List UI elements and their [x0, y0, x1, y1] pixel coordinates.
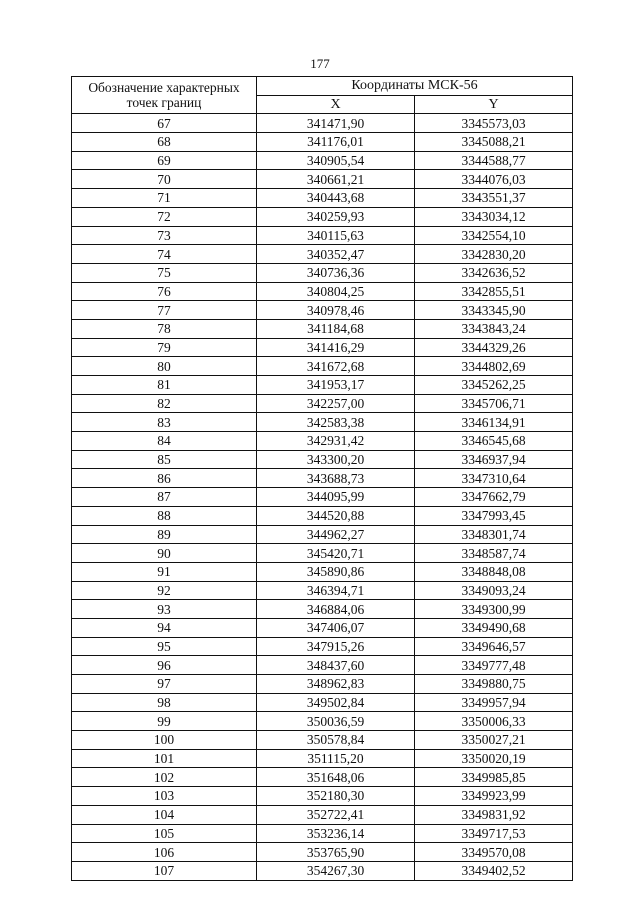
table-row [72, 338, 573, 357]
point-number-cell: 94 [72, 618, 257, 637]
point-number-cell: 90 [72, 544, 257, 563]
point-number-cell: 80 [72, 357, 257, 376]
table-row [72, 824, 573, 843]
point-number-cell: 105 [72, 824, 257, 843]
table-row [72, 768, 573, 787]
x-coordinate-cell: 346884,06 [257, 600, 415, 619]
point-number-cell: 91 [72, 562, 257, 581]
table-row [72, 226, 573, 245]
y-coordinate-cell: 3349957,94 [415, 693, 573, 712]
coordinates-table [71, 76, 573, 881]
x-coordinate-cell: 353236,14 [257, 824, 415, 843]
y-coordinate-cell: 3349570,08 [415, 843, 573, 862]
y-coordinate-cell: 3348848,08 [415, 562, 573, 581]
y-coordinate-cell: 3349300,99 [415, 600, 573, 619]
header-x: X [257, 95, 415, 114]
point-number-cell: 97 [72, 675, 257, 694]
x-coordinate-cell: 341184,68 [257, 319, 415, 338]
point-number-cell: 78 [72, 319, 257, 338]
y-coordinate-cell: 3344076,03 [415, 170, 573, 189]
y-coordinate-cell: 3350020,19 [415, 749, 573, 768]
table-row [72, 282, 573, 301]
y-coordinate-cell: 3343345,90 [415, 301, 573, 320]
y-coordinate-cell: 3349093,24 [415, 581, 573, 600]
table-row [72, 319, 573, 338]
header-y: Y [415, 95, 573, 114]
x-coordinate-cell: 341416,29 [257, 338, 415, 357]
table-row [72, 544, 573, 563]
x-coordinate-cell: 345890,86 [257, 562, 415, 581]
point-number-cell: 84 [72, 432, 257, 451]
y-coordinate-cell: 3350006,33 [415, 712, 573, 731]
point-number-cell: 106 [72, 843, 257, 862]
x-coordinate-cell: 353765,90 [257, 843, 415, 862]
y-coordinate-cell: 3349646,57 [415, 637, 573, 656]
table-row [72, 787, 573, 806]
point-number-cell: 69 [72, 151, 257, 170]
y-coordinate-cell: 3345573,03 [415, 114, 573, 133]
table-row [72, 376, 573, 395]
y-coordinate-cell: 3342554,10 [415, 226, 573, 245]
y-coordinate-cell: 3348301,74 [415, 525, 573, 544]
point-number-cell: 88 [72, 506, 257, 525]
point-number-cell: 77 [72, 301, 257, 320]
x-coordinate-cell: 340736,36 [257, 263, 415, 282]
point-number-cell: 89 [72, 525, 257, 544]
table-row [72, 637, 573, 656]
point-number-cell: 79 [72, 338, 257, 357]
point-number-cell: 71 [72, 189, 257, 208]
x-coordinate-cell: 341672,68 [257, 357, 415, 376]
y-coordinate-cell: 3349923,99 [415, 787, 573, 806]
y-coordinate-cell: 3346545,68 [415, 432, 573, 451]
point-number-cell: 107 [72, 861, 257, 880]
x-coordinate-cell: 348437,60 [257, 656, 415, 675]
table-row [72, 843, 573, 862]
y-coordinate-cell: 3349777,48 [415, 656, 573, 675]
table-body [72, 114, 573, 880]
x-coordinate-cell: 344095,99 [257, 488, 415, 507]
point-number-cell: 87 [72, 488, 257, 507]
y-coordinate-cell: 3344329,26 [415, 338, 573, 357]
y-coordinate-cell: 3343551,37 [415, 189, 573, 208]
table-row [72, 712, 573, 731]
header-coordinates-group: Координаты МСК-56 [257, 77, 573, 96]
x-coordinate-cell: 348962,83 [257, 675, 415, 694]
point-number-cell: 73 [72, 226, 257, 245]
x-coordinate-cell: 352722,41 [257, 805, 415, 824]
table-row [72, 189, 573, 208]
point-number-cell: 82 [72, 394, 257, 413]
y-coordinate-cell: 3350027,21 [415, 731, 573, 750]
y-coordinate-cell: 3349717,53 [415, 824, 573, 843]
table-row [72, 618, 573, 637]
table-row [72, 151, 573, 170]
table-row [72, 749, 573, 768]
x-coordinate-cell: 346394,71 [257, 581, 415, 600]
table-row [72, 600, 573, 619]
table-row [72, 394, 573, 413]
table-row [72, 581, 573, 600]
x-coordinate-cell: 351115,20 [257, 749, 415, 768]
table-row [72, 450, 573, 469]
table-row [72, 562, 573, 581]
x-coordinate-cell: 350578,84 [257, 731, 415, 750]
y-coordinate-cell: 3342830,20 [415, 245, 573, 264]
table-row [72, 469, 573, 488]
point-number-cell: 92 [72, 581, 257, 600]
table-row [72, 170, 573, 189]
x-coordinate-cell: 340115,63 [257, 226, 415, 245]
point-number-cell: 104 [72, 805, 257, 824]
x-coordinate-cell: 343688,73 [257, 469, 415, 488]
y-coordinate-cell: 3342636,52 [415, 263, 573, 282]
table-row [72, 805, 573, 824]
table-row [72, 207, 573, 226]
table-row [72, 245, 573, 264]
point-number-cell: 70 [72, 170, 257, 189]
point-number-cell: 74 [72, 245, 257, 264]
x-coordinate-cell: 347915,26 [257, 637, 415, 656]
point-number-cell: 93 [72, 600, 257, 619]
y-coordinate-cell: 3349880,75 [415, 675, 573, 694]
x-coordinate-cell: 340978,46 [257, 301, 415, 320]
x-coordinate-cell: 344520,88 [257, 506, 415, 525]
x-coordinate-cell: 350036,59 [257, 712, 415, 731]
x-coordinate-cell: 341471,90 [257, 114, 415, 133]
y-coordinate-cell: 3343843,24 [415, 319, 573, 338]
point-number-cell: 68 [72, 133, 257, 152]
point-number-cell: 99 [72, 712, 257, 731]
point-number-cell: 100 [72, 731, 257, 750]
page-number: 177 [310, 56, 330, 71]
table-row [72, 861, 573, 880]
point-number-cell: 83 [72, 413, 257, 432]
x-coordinate-cell: 349502,84 [257, 693, 415, 712]
point-number-cell: 75 [72, 263, 257, 282]
y-coordinate-cell: 3344588,77 [415, 151, 573, 170]
y-coordinate-cell: 3349831,92 [415, 805, 573, 824]
y-coordinate-cell: 3345262,25 [415, 376, 573, 395]
table-row [72, 114, 573, 133]
x-coordinate-cell: 340804,25 [257, 282, 415, 301]
y-coordinate-cell: 3347662,79 [415, 488, 573, 507]
x-coordinate-cell: 340352,47 [257, 245, 415, 264]
point-number-cell: 76 [72, 282, 257, 301]
x-coordinate-cell: 345420,71 [257, 544, 415, 563]
x-coordinate-cell: 347406,07 [257, 618, 415, 637]
x-coordinate-cell: 340259,93 [257, 207, 415, 226]
x-coordinate-cell: 354267,30 [257, 861, 415, 880]
x-coordinate-cell: 340443,68 [257, 189, 415, 208]
point-number-cell: 85 [72, 450, 257, 469]
table-row [72, 693, 573, 712]
point-number-cell: 81 [72, 376, 257, 395]
table-row [72, 675, 573, 694]
point-number-cell: 103 [72, 787, 257, 806]
y-coordinate-cell: 3343034,12 [415, 207, 573, 226]
table-row [72, 488, 573, 507]
point-number-cell: 95 [72, 637, 257, 656]
y-coordinate-cell: 3348587,74 [415, 544, 573, 563]
x-coordinate-cell: 351648,06 [257, 768, 415, 787]
table-row [72, 133, 573, 152]
table-row [72, 656, 573, 675]
point-number-cell: 86 [72, 469, 257, 488]
table-row [72, 357, 573, 376]
table-row [72, 263, 573, 282]
x-coordinate-cell: 343300,20 [257, 450, 415, 469]
table-row [72, 413, 573, 432]
table-row [72, 432, 573, 451]
y-coordinate-cell: 3345088,21 [415, 133, 573, 152]
header-point-label: Обозначение характерных точек границ [72, 77, 257, 114]
x-coordinate-cell: 341953,17 [257, 376, 415, 395]
y-coordinate-cell: 3349402,52 [415, 861, 573, 880]
x-coordinate-cell: 340661,21 [257, 170, 415, 189]
x-coordinate-cell: 342257,00 [257, 394, 415, 413]
y-coordinate-cell: 3349490,68 [415, 618, 573, 637]
y-coordinate-cell: 3346937,94 [415, 450, 573, 469]
x-coordinate-cell: 341176,01 [257, 133, 415, 152]
y-coordinate-cell: 3349985,85 [415, 768, 573, 787]
table-row [72, 731, 573, 750]
point-number-cell: 98 [72, 693, 257, 712]
y-coordinate-cell: 3345706,71 [415, 394, 573, 413]
y-coordinate-cell: 3346134,91 [415, 413, 573, 432]
x-coordinate-cell: 342931,42 [257, 432, 415, 451]
table-row [72, 506, 573, 525]
point-number-cell: 102 [72, 768, 257, 787]
x-coordinate-cell: 352180,30 [257, 787, 415, 806]
y-coordinate-cell: 3344802,69 [415, 357, 573, 376]
x-coordinate-cell: 344962,27 [257, 525, 415, 544]
table-header [72, 77, 573, 114]
table-row [72, 301, 573, 320]
point-number-cell: 72 [72, 207, 257, 226]
y-coordinate-cell: 3347310,64 [415, 469, 573, 488]
point-number-cell: 101 [72, 749, 257, 768]
x-coordinate-cell: 340905,54 [257, 151, 415, 170]
point-number-cell: 67 [72, 114, 257, 133]
y-coordinate-cell: 3347993,45 [415, 506, 573, 525]
point-number-cell: 96 [72, 656, 257, 675]
table-row [72, 525, 573, 544]
x-coordinate-cell: 342583,38 [257, 413, 415, 432]
y-coordinate-cell: 3342855,51 [415, 282, 573, 301]
